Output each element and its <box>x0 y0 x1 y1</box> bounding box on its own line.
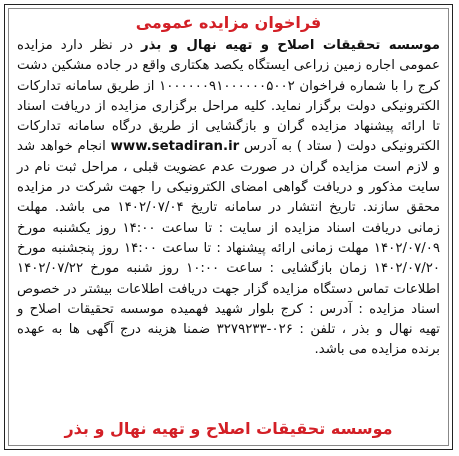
notice-body <box>17 36 440 361</box>
body-text-part-2: انجام خواهد شد و لازم است مزایده گران در صورت عدم عضویت قبلی ، مراحل ثبت نام در سایت مذکور و دریافت گواهی امضای الکترونیکی را جهت شرکت در مزایده محقق سازند. تاریخ انتشار در سامانه تاریخ ۱۴۰۲/۰۷/۰۴ می باشد. مهلت زمانی دریافت اسناد مزایده از سایت : تا ساعت ۱۴:۰۰ روز یکشنبه مورخ ۱۴۰۲/۰۷/۰۹ مهلت زمانی ارائه پیشنهاد : تا ساعت ۱۴:۰۰ روز پنجشنبه مورخ ۱۴۰۲/۰۷/۲۰ زمان بازگشایی : ساعت ۱۰:۰۰ روز شنبه مورخ ۱۴۰۲/۰۷/۲۲ اطلاعات تماس دستگاه مزایده گزار جهت دریافت اطلاعات بیشتر در خصوص اسناد مزایده : آدرس : کرج بلوار شهید فهمیده موسسه تحقیقات اصلاح و تهیه نهال و بذر ، تلفن : ۰۲۶-۳۲۷۹۲۳۳ ضمنا هزینه درج آگهی ها به عهده برنده مزایده می باشد. <box>17 139 441 358</box>
website-link[interactable]: www.setadiran.ir <box>110 139 240 155</box>
notice-footer-signature: موسسه تحقیقات اصلاح و تهیه نهال و بذر <box>64 419 393 438</box>
organization-name: موسسه تحقیقات اصلاح و تهیه نهال و بذر <box>141 38 441 53</box>
notice-frame <box>4 4 453 450</box>
body-text-part-1: در نظر دارد مزایده عمومی اجاره زمین زراعی ایستگاه یکصد هکتاری واقع در جاده مشکین دشت کرج را با شماره فراخوان ۱۰۰۰۰۰۰۹۱۰۰۰۰۰۰۵۰۰۲ از طریق سامانه تدارکات الکترونیکی دولت برگزار نماید. کلیه مراحل برگزاری مزایده از دریافت اسناد تا ارائه پیشنهاد مزایده گران و بازگشایی از طریق درگاه سامانه تدارکات الکترونیکی دولت ( ستاد ) به آدرس <box>17 38 440 155</box>
notice-title: فراخوان مزایده عمومی <box>135 13 322 32</box>
